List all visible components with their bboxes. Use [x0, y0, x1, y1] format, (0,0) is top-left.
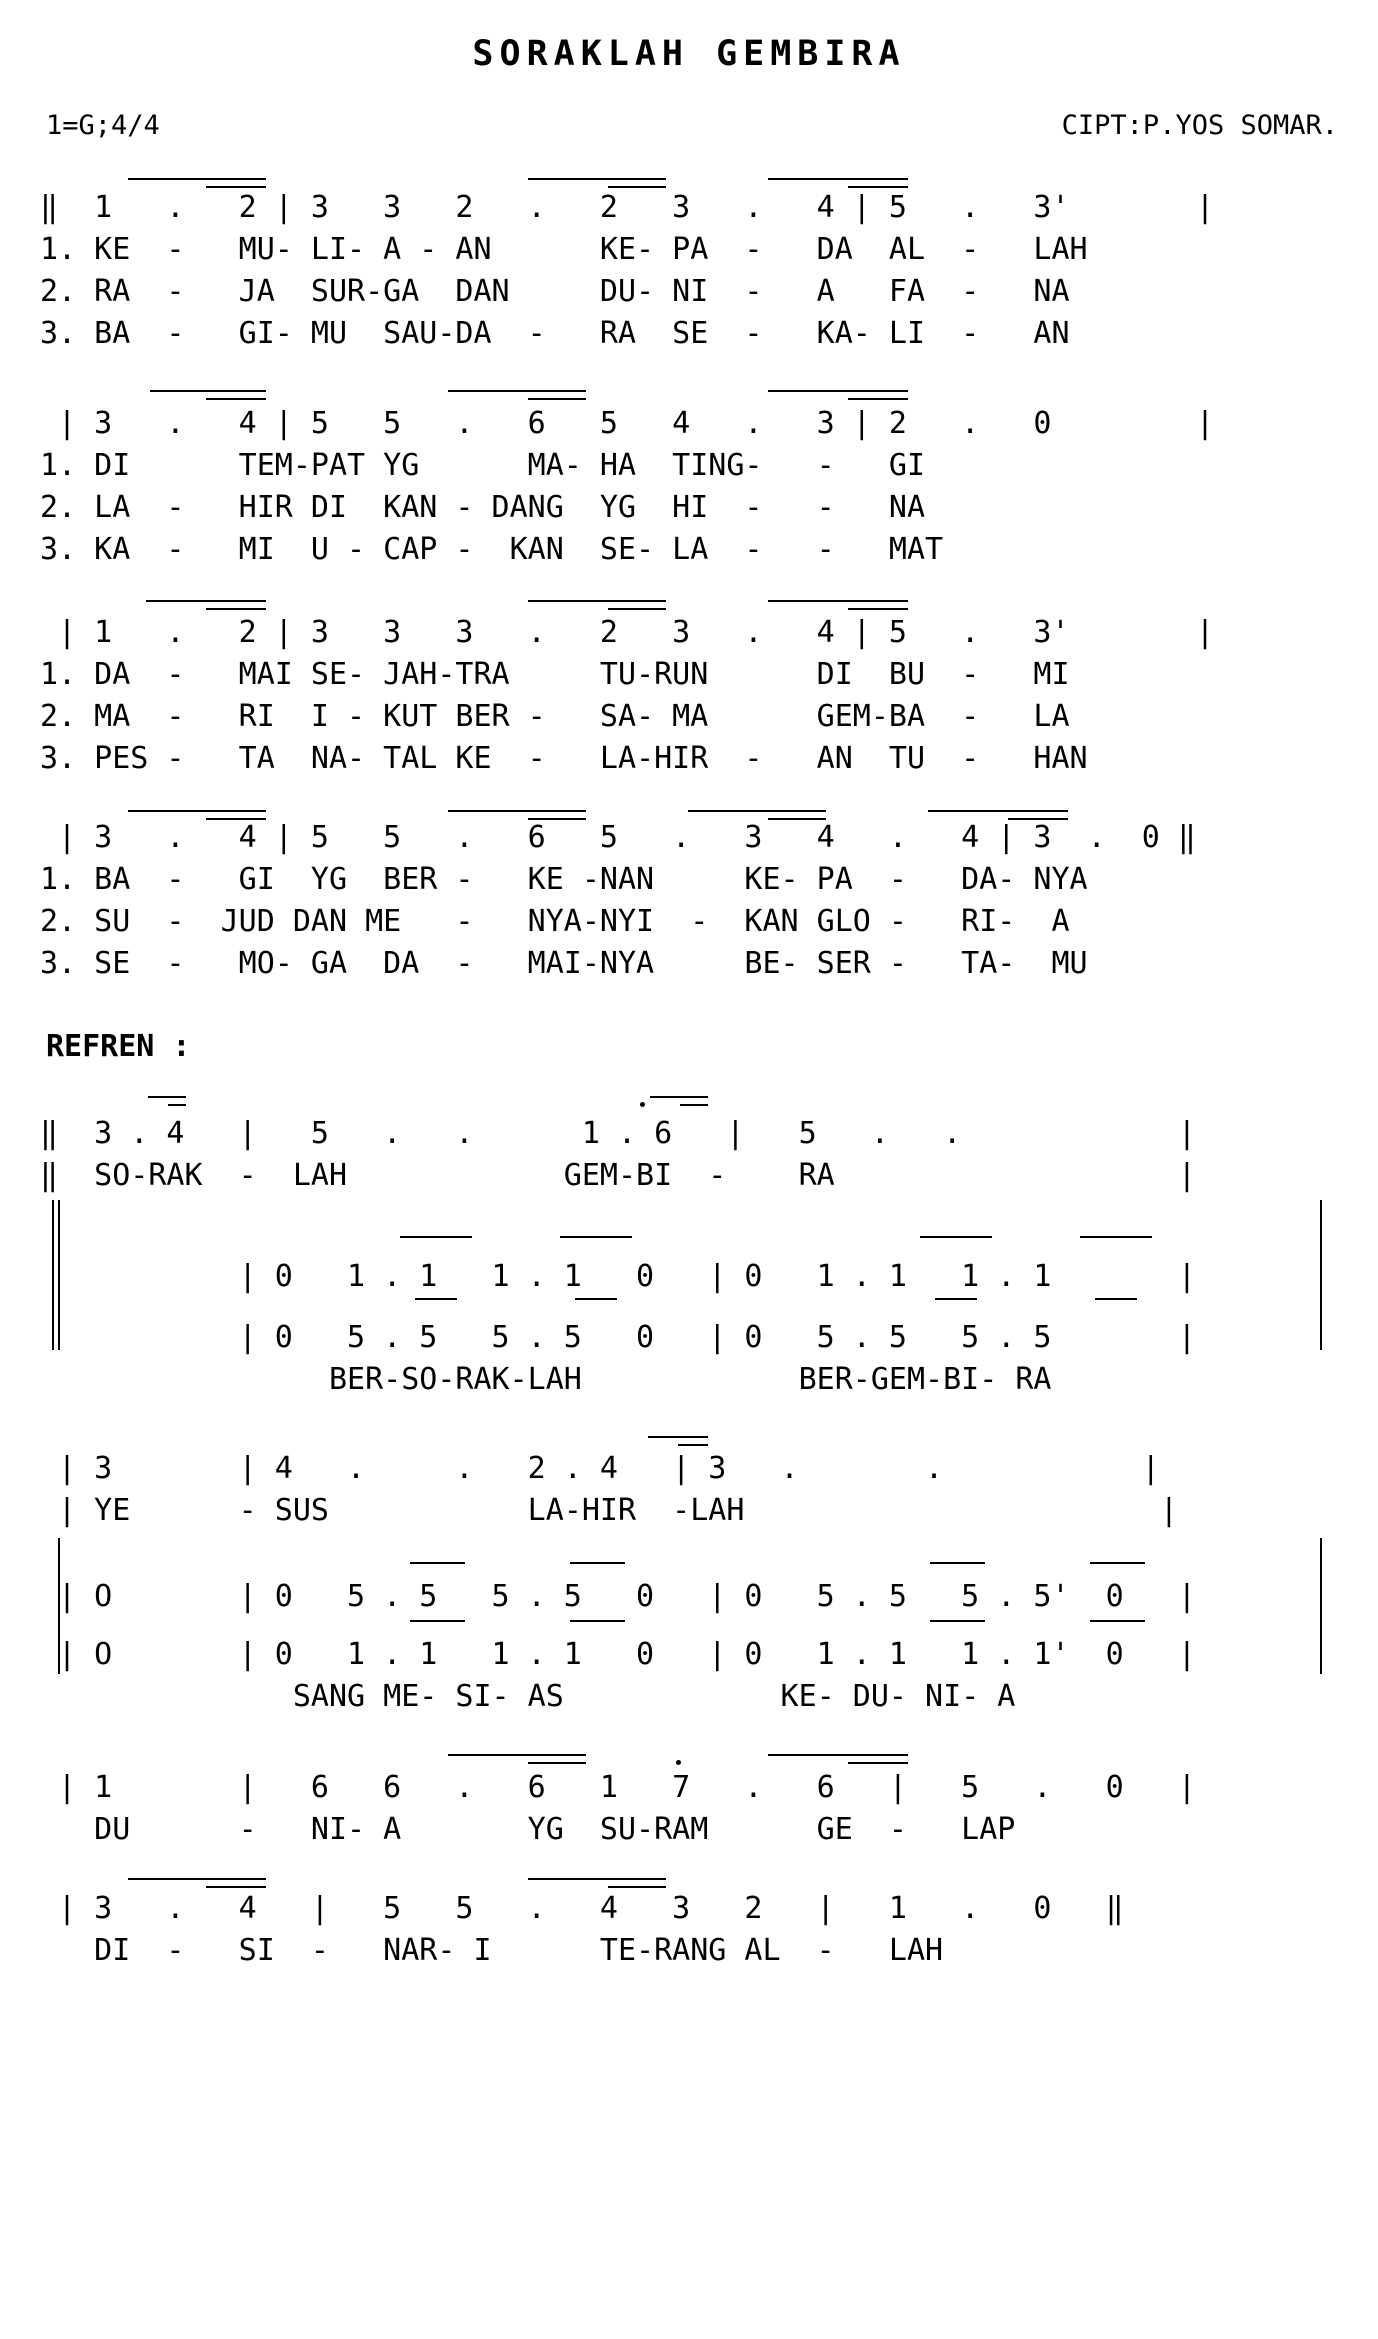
beam — [528, 818, 586, 820]
verse-lyric-1-2: 2. RA - JA SUR-GA DAN DU- NI - A FA - NA — [40, 274, 1070, 309]
refrain-notes-3: | 1 | 6 6 . 6 1 7 . 6 | 5 . 0 | — [40, 1770, 1196, 1805]
octave-dot — [640, 1102, 645, 1107]
refrain-harmony-2b: | O | 0 1 . 1 1 . 1 0 | 0 1 . 1 1 . 1' 0 | — [40, 1637, 1196, 1672]
verse-lyric-1-1: 1. KE - MU- LI- A - AN KE- PA - DA AL - LAH — [40, 232, 1088, 267]
beam — [415, 1298, 457, 1300]
beam — [768, 178, 908, 180]
refrain-notes-1: ‖ 3 . 4 | 5 . . 1 . 6 | 5 . . | — [40, 1116, 1196, 1151]
beam — [528, 1762, 586, 1764]
refrain-harmony-lyric-2: SANG ME- SI- AS KE- DU- NI- A — [40, 1679, 1016, 1714]
composer-credit: CIPT:P.YOS SOMAR. — [1061, 110, 1338, 141]
beam — [575, 1298, 617, 1300]
beam — [448, 390, 586, 392]
beam — [1090, 1620, 1145, 1622]
verse-lyric-1-3: 3. BA - GI- MU SAU-DA - RA SE - KA- LI - AN — [40, 316, 1070, 351]
beam — [570, 1620, 625, 1622]
beam — [768, 390, 908, 392]
verse-lyric-4-2: 2. SU - JUD DAN ME - NYA-NYI - KAN GLO - RI- A — [40, 904, 1070, 939]
verse-notes-4: | 3 . 4 | 5 5 . 6 5 . 3 4 . 4 | 3 . 0 ‖ — [40, 820, 1196, 855]
verse-lyric-3-1: 1. DA - MAI SE- JAH-TRA TU-RUN DI BU - MI — [40, 657, 1070, 692]
refrain-harmony-2a: | O | 0 5 . 5 5 . 5 0 | 0 5 . 5 5 . 5' 0 | — [40, 1579, 1196, 1614]
beam — [678, 1444, 708, 1446]
beam — [400, 1236, 472, 1238]
beam — [168, 1104, 186, 1106]
beam — [930, 1620, 985, 1622]
beam — [930, 1562, 985, 1564]
refrain-lyric-1: ‖ SO-RAK - LAH GEM-BI - RA | — [40, 1158, 1196, 1193]
beam — [935, 1298, 977, 1300]
beam — [206, 186, 266, 188]
beam — [920, 1236, 992, 1238]
verse-lyric-2-2: 2. LA - HIR DI KAN - DANG YG HI - - NA — [40, 490, 926, 525]
beam — [1095, 1298, 1137, 1300]
beam — [206, 608, 266, 610]
octave-dot — [676, 1760, 681, 1765]
beam — [148, 1096, 186, 1098]
refrain-harmony-1b: | 0 5 . 5 5 . 5 0 | 0 5 . 5 5 . 5 | — [40, 1320, 1196, 1355]
refrain-notes-2: | 3 | 4 . . 2 . 4 | 3 . . | — [40, 1451, 1160, 1486]
beam — [1008, 818, 1068, 820]
beam — [680, 1104, 708, 1106]
beam — [608, 186, 666, 188]
beam — [206, 398, 266, 400]
beam — [128, 810, 266, 812]
beam — [128, 1878, 266, 1880]
beam — [1090, 1562, 1145, 1564]
system-brace — [58, 1200, 60, 1350]
refrain-lyric-2: | YE - SUS LA-HIR -LAH | — [40, 1493, 1178, 1528]
beam — [528, 398, 586, 400]
verse-lyric-4-1: 1. BA - GI YG BER - KE -NAN KE- PA - DA- NYA — [40, 862, 1088, 897]
refrain-notes-4: | 3 . 4 | 5 5 . 4 3 2 | 1 . 0 ‖ — [40, 1891, 1124, 1926]
beam — [768, 1754, 908, 1756]
beam — [688, 810, 826, 812]
verse-lyric-3-3: 3. PES - TA NA- TAL KE - LA-HIR - AN TU - HAN — [40, 741, 1088, 776]
beam — [528, 178, 666, 180]
refrain-lyric-4: DI - SI - NAR- I TE-RANG AL - LAH — [40, 1933, 944, 1968]
system-brace — [1320, 1200, 1322, 1350]
beam — [528, 600, 666, 602]
refrain-lyric-3: DU - NI- A YG SU-RAM GE - LAP — [40, 1812, 1016, 1847]
beam — [150, 390, 266, 392]
beam — [146, 600, 266, 602]
verse-notes-1: ‖ 1 . 2 | 3 3 2 . 2 3 . 4 | 5 . 3' | — [40, 190, 1214, 225]
beam — [608, 1886, 666, 1888]
beam — [448, 810, 586, 812]
verse-lyric-3-2: 2. MA - RI I - KUT BER - SA- MA GEM-BA - LA — [40, 699, 1070, 734]
beam — [206, 818, 266, 820]
beam — [768, 818, 826, 820]
beam — [848, 398, 908, 400]
verse-lyric-2-3: 3. KA - MI U - CAP - KAN SE- LA - - MAT — [40, 532, 944, 567]
beam — [410, 1562, 465, 1564]
refrain-harmony-lyric-1: BER-SO-RAK-LAH BER-GEM-BI- RA — [40, 1362, 1052, 1397]
system-brace — [58, 1538, 60, 1674]
system-brace — [52, 1200, 54, 1350]
beam — [560, 1236, 632, 1238]
beam — [128, 178, 266, 180]
beam — [768, 600, 908, 602]
beam — [206, 1886, 266, 1888]
verse-lyric-2-1: 1. DI TEM-PAT YG MA- HA TING- - GI — [40, 448, 926, 483]
beam — [608, 608, 666, 610]
beam — [528, 1878, 666, 1880]
key-signature: 1=G;4/4 — [46, 110, 160, 141]
verse-lyric-4-3: 3. SE - MO- GA DA - MAI-NYA BE- SER - TA- MU — [40, 946, 1088, 981]
beam — [650, 1096, 708, 1098]
song-title: SORAKLAH GEMBIRA — [472, 34, 906, 74]
beam — [648, 1436, 708, 1438]
beam — [410, 1620, 465, 1622]
beam — [928, 810, 1068, 812]
beam — [848, 608, 908, 610]
beam — [848, 1762, 908, 1764]
system-brace — [1320, 1538, 1322, 1674]
verse-notes-2: | 3 . 4 | 5 5 . 6 5 4 . 3 | 2 . 0 | — [40, 406, 1214, 441]
refrain-label: REFREN : — [46, 1029, 191, 1064]
beam — [448, 1754, 586, 1756]
verse-notes-3: | 1 . 2 | 3 3 3 . 2 3 . 4 | 5 . 3' | — [40, 615, 1214, 650]
refrain-harmony-1a: | 0 1 . 1 1 . 1 0 | 0 1 . 1 1 . 1 | — [40, 1259, 1196, 1294]
beam — [570, 1562, 625, 1564]
beam — [848, 186, 908, 188]
beam — [1080, 1236, 1152, 1238]
